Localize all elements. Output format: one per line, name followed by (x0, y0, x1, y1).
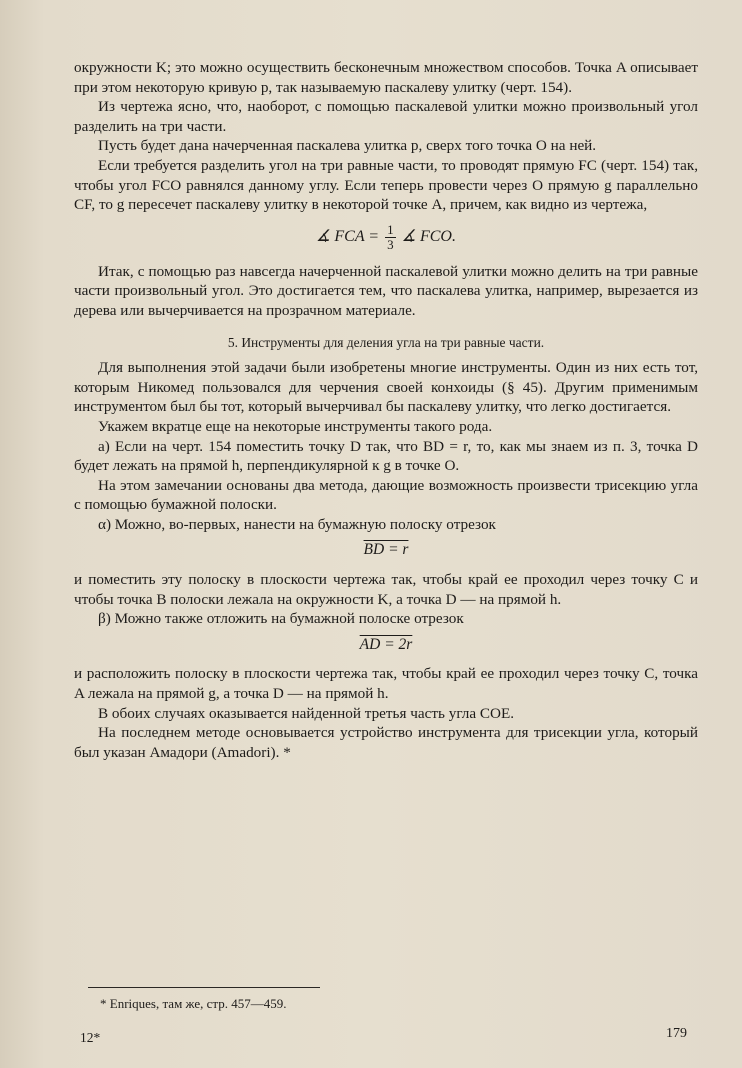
segment-equation-bd: BD = r (363, 541, 409, 559)
paragraph: окружности K; это можно осуществить бесконечным множеством способов. Точка A описывает при этом некоторую кривую p, так называемую паскалеву улитку (черт. 154). (74, 59, 698, 96)
signature-mark: 12* (80, 1030, 101, 1045)
paragraph: и расположить полоску в плоскости чертежа так, чтобы край ее проходил через точку C, точка A лежала на прямой g, а точка D — на прямой h. (74, 665, 698, 703)
page-number: 179 (666, 1026, 687, 1041)
footnote: * Enriques, там же, стр. 457—459. (100, 996, 287, 1011)
fraction-numerator: 1 (387, 221, 394, 237)
paragraph: Укажем вкратце еще на некоторые инструменты такого рода. (98, 417, 493, 435)
paragraph: Из чертежа ясно, что, наоборот, с помощью паскалевой улитки можно произвольный угол разделить на три части. (74, 98, 698, 135)
formula-right: ∡ FCO. (401, 228, 456, 246)
paragraph: На этом замечании основаны два метода, дающие возможность произвести трисекцию угла с помощью бумажной полоски. (74, 476, 698, 514)
paragraph: и поместить эту полоску в плоскости чертежа так, чтобы край ее проходил через точку C и чтобы точка B полоски лежала на окружности K, а точка D — на прямой h. (74, 571, 698, 608)
main-text (74, 58, 698, 762)
paragraph: В обоих случаях оказывается найденной третья часть угла COE. (98, 704, 515, 722)
formula-fraction (385, 223, 396, 252)
paragraph: а) Если на черт. 154 поместить точку D так, что BD = r, то, как мы знаем из п. 3, точка D будет лежать на прямой h, перпендикулярной к g в точке O. (74, 437, 698, 475)
paragraph: На последнем методе основывается устройство инструмента для трисекции угла, который был указан Амадори (Amadori). * (74, 724, 698, 761)
angle-formula (74, 223, 698, 252)
paragraph: Итак, с помощью раз навсегда начерченной паскалевой улитки можно делить на три равные части произвольный угол. Это достигается тем, что паскалева улитка, например, вырезается из дерева или вычерчивается на прозрачном материале. (74, 262, 698, 319)
fraction-denominator: 3 (387, 236, 394, 252)
paragraph: Для выполнения этой задачи были изобретены многие инструменты. Один из них есть тот, которым Никомед пользовался для черчения своей конхоиды (§ 45). Другим применимым инструментом был бы тот, который вычерчивал бы паскалеву улитку, что легко достигается. (74, 359, 698, 416)
paragraph: Пусть будет дана начерченная паскалева улитка p, сверх того точка O на ней. (98, 137, 597, 155)
footnote-divider (88, 987, 320, 988)
paragraph: α) Можно, во-первых, нанести на бумажную полоску отрезок (98, 515, 496, 533)
section-heading: 5. Инструменты для деления угла на три равные части. (227, 334, 545, 350)
paragraph: Если требуется разделить угол на три равные части, то проводят прямую FC (черт. 154) так, чтобы угол FCO равнялся данному углу. Если теперь провести через O прямую g параллельно CF, то g пересечет паскалеву улитку в некоторой точке A, причем, как видно из чертежа, (74, 156, 698, 214)
formula-left: ∡ FCA = (316, 228, 380, 246)
paragraph: β) Можно также отложить на бумажной полоске отрезок (98, 610, 464, 628)
segment-equation-ad: AD = 2r (359, 635, 413, 653)
